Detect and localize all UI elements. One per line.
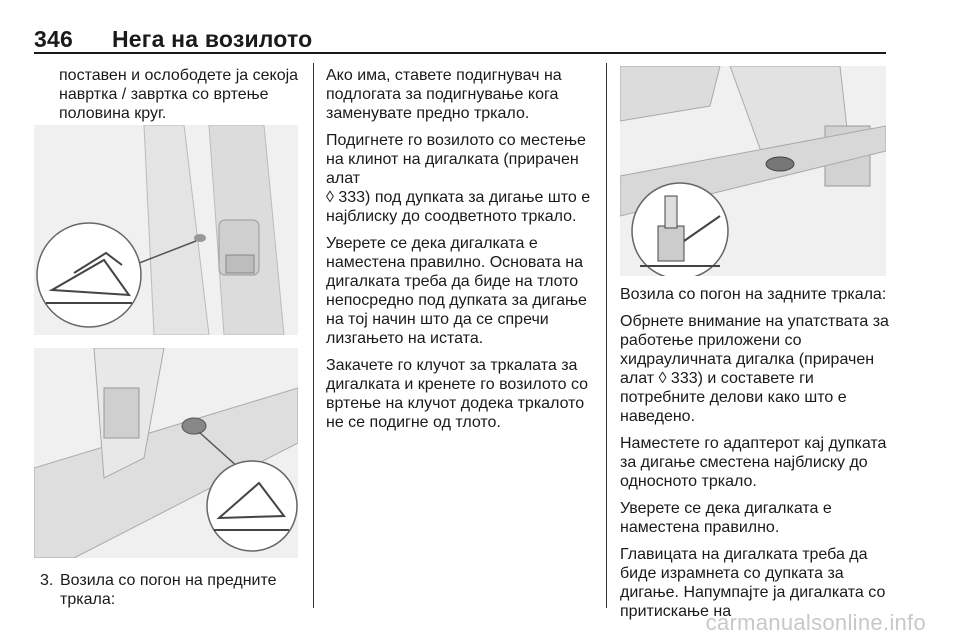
col2-paragraph-2	[326, 131, 594, 226]
header-rule	[34, 52, 886, 54]
front-jack-illustration-1	[34, 125, 298, 335]
col2-paragraph-4: Закачете го клучот за тркалата за дигалката и кренете го возилото со вртење на клучот додека тркалото не се подигне од тлото.	[326, 357, 589, 431]
column-divider-1	[313, 63, 314, 608]
col3-p1-end: 333) и составете ги потребните делови како што е наведено.	[620, 370, 847, 425]
column-1	[59, 66, 309, 131]
page-title: Нега на возилото	[112, 26, 313, 52]
column-2	[326, 66, 594, 440]
col3-paragraph-2: Наместете го адаптерот кај дупката за дигање сместена најблиску до односното тркало.	[620, 435, 887, 490]
rear-jack-illustration	[620, 66, 886, 276]
step-number: 3.	[40, 572, 54, 589]
col2-paragraph-3: Уверете се дека дигалката е наместена правилно. Основата на дигалката треба да биде на тлото непосредно под дупката за дигање на тој начин што да се спречи лизгањето на истата.	[326, 235, 587, 347]
step-text: Возила со погон на предните тркала:	[60, 572, 277, 608]
col2-p2-text: Подигнете го возилото со местење на клинот на дигалката (прирачен алат	[326, 132, 586, 187]
page-number: 346	[34, 26, 73, 52]
col1-paragraph: поставен и ослободете ја секоја навртка / завртка со вртење половина круг.	[59, 67, 299, 122]
col3-paragraph-1	[620, 312, 895, 426]
column-divider-2	[606, 63, 607, 608]
col2-paragraph-1: Ако има, ставете подигнувач на подлогата за подигнување кога заменувате предно тркало.	[326, 67, 562, 122]
watermark: carmanualsonline.info	[705, 610, 926, 635]
reference-arrow-icon: ◊	[326, 189, 334, 206]
reference-arrow-icon: ◊	[658, 370, 667, 387]
col3-paragraph-4: Главицата на дигалката треба да биде израмнета со дупката за дигање. Напумпајте ја дигалката со притискање на	[620, 546, 886, 620]
column-3	[620, 285, 895, 629]
col3-heading: Возила со погон на задните тркала:	[620, 286, 887, 303]
page-header	[34, 26, 312, 53]
col3-paragraph-3: Уверете се дека дигалката е наместена правилно.	[620, 500, 832, 536]
col2-p2-ref: 333) под дупката за дигање што е најблиску до соодветното тркало.	[326, 189, 591, 225]
step-3	[40, 571, 305, 609]
col3-p1-start: Обрнете внимание на упатствата за работење приложени со хидрауличната дигалка (прирачен алат	[620, 313, 889, 387]
front-jack-illustration-2	[34, 348, 298, 558]
